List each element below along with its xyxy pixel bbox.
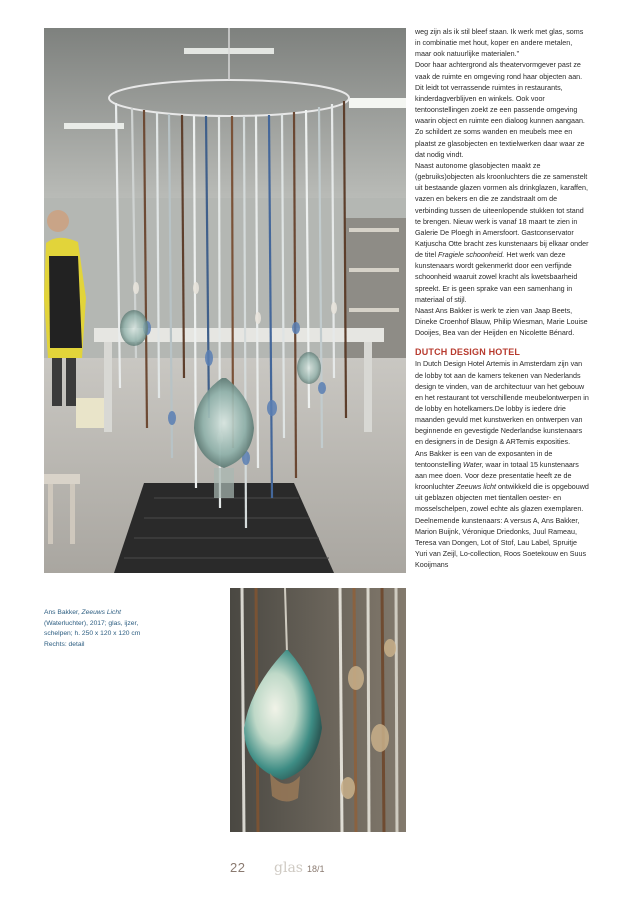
- paragraph: In Dutch Design Hotel Artemis in Amsterdam zijn van de lobby tot aan de kamers tekenen van Nederlands design te vinden, van de architectuur van het gebouw en het restaurant tot verschillende meubelontwerpen in de lobby en hotelkamers.De lobby is iedere drie maanden gevuld met kunstwerken en ontwerpen van beginnende en gevestigde Nederlandse kunstenaars en designers in de Design & ARTemis exposities.: [415, 360, 589, 447]
- paragraph: Deelnemende kunstenaars: A versus A, Ans Bakker, Marion Buijnk, Véronique Driedonks, Juul Rameau, Teresa van Dongen, Lot of Stof, Lau Label, Spruitje Yuri van Zeijl, Lo-collection, Roos Soetekouw en Suus Kooijmans: [415, 516, 587, 570]
- exhibition-title: Water,: [463, 460, 484, 469]
- text-run: ontwikkeld die is opgebouwd uit geblazen objecten met tientallen oester- en mosselschelpen, zowel echte als glazen exemplaren.: [415, 483, 589, 514]
- paragraph: [415, 449, 590, 516]
- caption-artist: Ans Bakker,: [44, 609, 80, 616]
- caption-title: Zeeuws Licht: [81, 609, 121, 616]
- paragraph: weg zijn als ik stil bleef staan. Ik werk met glas, soms in combinatie met hout, koper en andere metalen, maar ook natuurlijke materialen.”: [415, 28, 584, 59]
- page-number: 22: [230, 860, 246, 875]
- issue-number: 18/1: [307, 864, 325, 874]
- paragraph: Naast Ans Bakker is werk te zien van Jaap Beets, Dineke Croenhof Blauw, Philip Wiesman, Marie Louise Dooijes, Bea van der Heijden en Nicolette Bénard.: [415, 306, 588, 338]
- caption-note: Rechts: detail: [44, 640, 85, 648]
- magazine-logo: glas: [274, 860, 303, 876]
- text-run: Naast autonome glasobjecten maakt ze (gebruiks)objecten als kroonluchters die ze samenstelt uit bestaande glazen vormen als drinkglazen, karaffen, vazen en bekers en die ze zandstraalt om de verbinding tussen de uiteenlopende stukken tot stand te brengen. Nieuw werk is vanaf 18 maart te zien in Galerie De Ploegh in Amersfoort. Gastconservator Katjuscha Otte bracht zes kunstenaars bij elkaar onder de titel: [415, 161, 589, 260]
- caption-subtitle: (Waterluchter),: [44, 619, 88, 627]
- exhibition-title: Fragiele schoonheid.: [438, 251, 505, 260]
- text-run: waar in totaal 15 kunstenaars aan mee doen. Voor deze presentatie heeft ze de kroonluchter: [415, 460, 579, 492]
- artwork-title: Zeeuws licht: [456, 483, 496, 492]
- text-run: Ans Bakker is een van de exposanten in de tentoonstelling: [415, 449, 553, 469]
- photo-caption: [44, 608, 164, 650]
- paragraph: Door haar achtergrond als theatervormgever past ze vaak de ruimte en omgeving rond haar objecten aan. Dit leidt tot verrassende ruimtes in restaurants, kinderdagverblijven en winkels. Ook voor tentoonstellingen zoekt ze een passende omgeving waarin object en ruimte een dialoog kunnen aangaan. Zo schildert ze soms wanden en meubels mee en plaatst ze glasobjecten en textielwerken daar waar ze dat nodig vindt.: [415, 61, 585, 159]
- paragraph: [415, 161, 590, 306]
- section-heading: DUTCH DESIGN HOTEL: [415, 347, 521, 358]
- chandelier-photo: [44, 28, 406, 573]
- text-run: Het werk van deze kunstenaars wordt gekenmerkt door een verfijnde schoonheid waaruit zowel kracht als kwetsbaarheid spreekt. Er is geen sprake van een samenhang in materiaal of stijl.: [415, 251, 578, 304]
- chandelier-detail-photo: [230, 588, 406, 832]
- caption-details: 2017; glas, ijzer, schelpen; h. 250 x 120 x 120 cm: [44, 619, 141, 638]
- article-body: [415, 27, 590, 571]
